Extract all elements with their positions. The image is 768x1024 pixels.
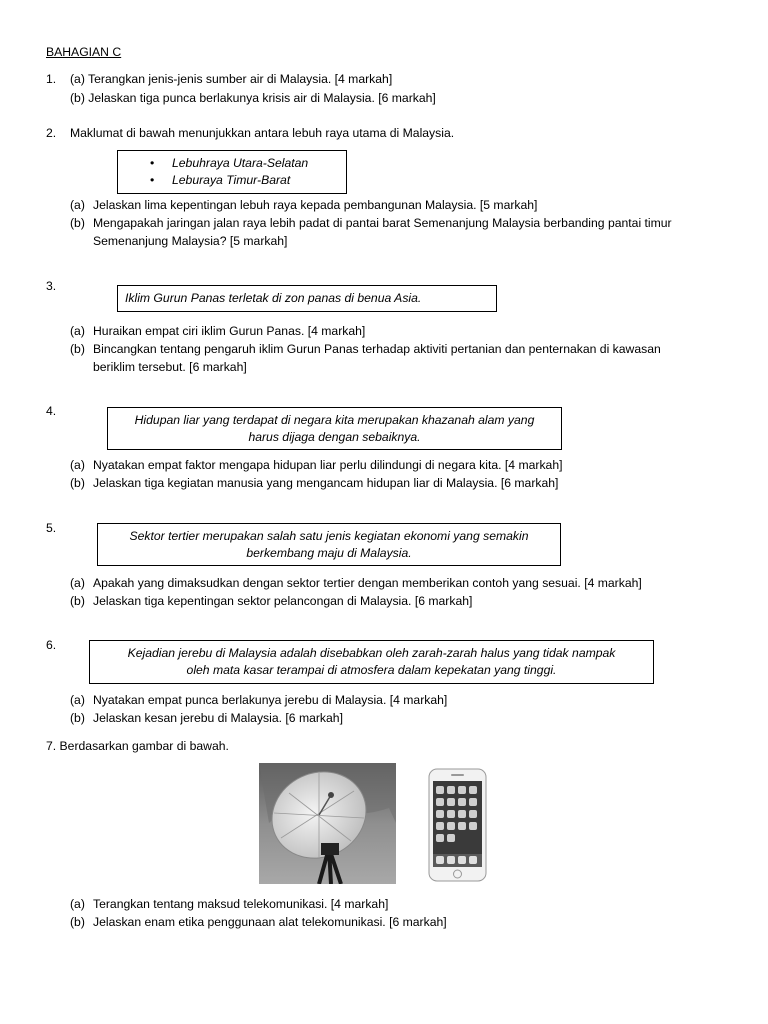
q4-a-text: Nyatakan empat faktor mengapa hidupan liar perlu dilindungi di negara kita. [4 markah] — [93, 458, 563, 472]
q3-b-label: (b) — [70, 342, 85, 356]
q4-info-box — [107, 407, 562, 450]
q2-intro: Maklumat di bawah menunjukkan antara lebuh raya utama di Malaysia. — [70, 126, 455, 140]
q4-b-text: Jelaskan tiga kegiatan manusia yang mengancam hidupan liar di Malaysia. [6 markah] — [93, 476, 559, 490]
q2-a-text: Jelaskan lima kepentingan lebuh raya kepada pembangunan Malaysia. [5 markah] — [93, 198, 538, 212]
q3-part-a — [70, 322, 365, 340]
q7-a-text: Terangkan tentang maksud telekomunikasi. [4 markah] — [93, 897, 389, 911]
q5-a-label: (a) — [70, 576, 85, 590]
q3-box-text: Iklim Gurun Panas terletak di zon panas di benua Asia. — [125, 291, 422, 305]
q5-b-label: (b) — [70, 594, 85, 608]
q2-box-item-2: • Leburaya Timur-Barat — [172, 172, 346, 189]
q6-info-box — [89, 640, 654, 684]
smartphone-image — [428, 768, 487, 882]
q7-intro: 7. Berdasarkan gambar di bawah. — [46, 739, 229, 753]
q2-b-continuation: Semenanjung Malaysia? [5 markah] — [93, 234, 288, 248]
q6-number: 6. — [46, 638, 57, 652]
q7-part-b — [70, 913, 447, 931]
q2-number: 2. — [46, 126, 57, 140]
q4-b-label: (b) — [70, 476, 85, 490]
q6-b-label: (b) — [70, 711, 85, 725]
q2-part-b — [70, 214, 672, 232]
q5-box-line-1: Sektor tertier merupakan salah satu jenis kegiatan ekonomi yang semakin — [129, 528, 529, 543]
q7-a-label: (a) — [70, 897, 85, 911]
q4-box-line-1: Hidupan liar yang terdapat di negara kita merupakan khazanah alam yang — [134, 412, 535, 427]
q7-b-label: (b) — [70, 915, 85, 929]
q3-b-text: Bincangkan tentang pengaruh iklim Gurun Panas terhadap aktiviti pertanian dan penternakan di kawasan — [93, 342, 661, 356]
q4-a-label: (a) — [70, 458, 85, 472]
q3-a-text: Huraikan empat ciri iklim Gurun Panas. [4 markah] — [93, 324, 366, 338]
q3-a-label: (a) — [70, 324, 85, 338]
q4-part-a — [70, 456, 563, 474]
q6-box-line-2: oleh mata kasar terampai di atmosfera dalam kepekatan yang tinggi. — [186, 663, 557, 677]
q2-info-box — [117, 150, 347, 194]
q5-number: 5. — [46, 521, 57, 535]
q6-part-b — [70, 709, 343, 727]
q2-box-item-1: • Lebuhraya Utara-Selatan — [172, 155, 346, 172]
q5-part-b — [70, 592, 472, 610]
q3-number: 3. — [46, 279, 57, 293]
q7-part-a — [70, 895, 388, 913]
q3-info-box — [117, 285, 497, 312]
q4-box-line-2: harus dijaga dengan sebaiknya. — [248, 429, 421, 444]
q2-b-text: Mengapakah jaringan jalan raya lebih padat di pantai barat Semenanjung Malaysia berbanding pantai timur — [93, 216, 672, 230]
q6-box-line-1: Kejadian jerebu di Malaysia adalah disebabkan oleh zarah-zarah halus yang tidak nampak — [127, 646, 616, 660]
q2-part-a — [70, 196, 537, 214]
q2-a-label: (a) — [70, 198, 85, 212]
q5-info-box — [97, 523, 561, 566]
q1-part-a: (a) Terangkan jenis-jenis sumber air di Malaysia. [4 markah] — [70, 72, 393, 86]
q3-b-continuation: beriklim tersebut. [6 markah] — [93, 360, 247, 374]
q6-a-text: Nyatakan empat punca berlakunya jerebu di Malaysia. [4 markah] — [93, 693, 448, 707]
q5-box-line-2: berkembang maju di Malaysia. — [246, 545, 412, 560]
q5-a-text: Apakah yang dimaksudkan dengan sektor tertier dengan memberikan contoh yang sesuai. [4 markah] — [93, 576, 642, 590]
q5-b-text: Jelaskan tiga kepentingan sektor pelancongan di Malaysia. [6 markah] — [93, 594, 473, 608]
q6-b-text: Jelaskan kesan jerebu di Malaysia. [6 markah] — [93, 711, 343, 725]
q6-a-label: (a) — [70, 693, 85, 707]
satellite-dish-image — [259, 763, 396, 884]
q4-part-b — [70, 474, 558, 492]
section-title: BAHAGIAN C — [46, 45, 122, 59]
q2-b-label: (b) — [70, 216, 85, 230]
q1-part-b: (b) Jelaskan tiga punca berlakunya krisis air di Malaysia. [6 markah] — [70, 91, 436, 105]
q3-part-b — [70, 340, 661, 358]
q1-number: 1. — [46, 72, 57, 86]
q5-part-a — [70, 574, 642, 592]
q6-part-a — [70, 691, 447, 709]
q7-b-text: Jelaskan enam etika penggunaan alat telekomunikasi. [6 markah] — [93, 915, 447, 929]
q4-number: 4. — [46, 404, 57, 418]
